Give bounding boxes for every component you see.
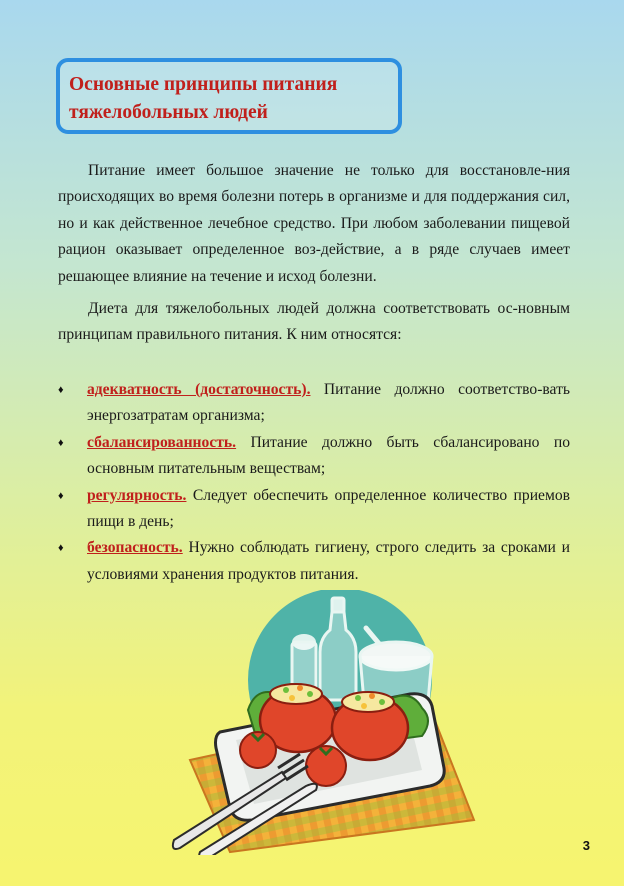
list-item — [58, 430, 570, 483]
section-title-line-2: тяжелобольных людей — [69, 102, 268, 123]
intro-paragraph-1: Питание имеет большое значение не только для восстановле-ния происходящих во время болезни потерь в организме и для поддержания сил, но и как действенное лечебное средство. При любом заболевании пищевой рацион оказывает определенное воз-действие, а в ряде случаев имеет решающее влияние на течение и исход болезни. — [58, 162, 570, 285]
principle-description: Питание должно быть сбалансировано по основным питательным веществам; — [87, 433, 570, 478]
principles-list — [58, 377, 570, 588]
principle-term: адекватность (достаточность). — [87, 381, 311, 398]
diamond-bullet-icon: ♦ — [58, 436, 64, 449]
principle-description: Следует обеспечить определенное количество приемов пищи в день; — [87, 486, 570, 531]
stuffed-tomatoes-illustration — [160, 590, 480, 855]
principle-term: регулярность. — [87, 486, 187, 504]
list-item — [58, 377, 570, 430]
principle-description: Нужно соблюдать гигиену, строго следить за сроками и условиями хранения продуктов питания. — [87, 539, 570, 583]
section-title-line-1: Основные принципы питания — [69, 74, 338, 95]
principle-term: безопасность. — [87, 539, 183, 557]
diamond-bullet-icon: ♦ — [58, 542, 64, 555]
list-item — [58, 483, 570, 536]
principle-description: Питание должно соответство-вать энергозатратам организма; — [87, 381, 570, 425]
page-number: 3 — [582, 838, 590, 853]
section-title-frame — [56, 58, 402, 134]
section-title — [69, 71, 388, 127]
list-item — [58, 535, 570, 588]
diamond-bullet-icon: ♦ — [58, 384, 64, 396]
intro-text — [58, 158, 570, 355]
salt-shaker-icon — [292, 634, 316, 690]
principle-term: сбалансированность. — [87, 433, 237, 451]
diamond-bullet-icon: ♦ — [58, 489, 64, 502]
intro-paragraph-2: Диета для тяжелобольных людей должна соответствовать ос-новным принципам правильного питания. К ним относятся: — [58, 300, 570, 344]
